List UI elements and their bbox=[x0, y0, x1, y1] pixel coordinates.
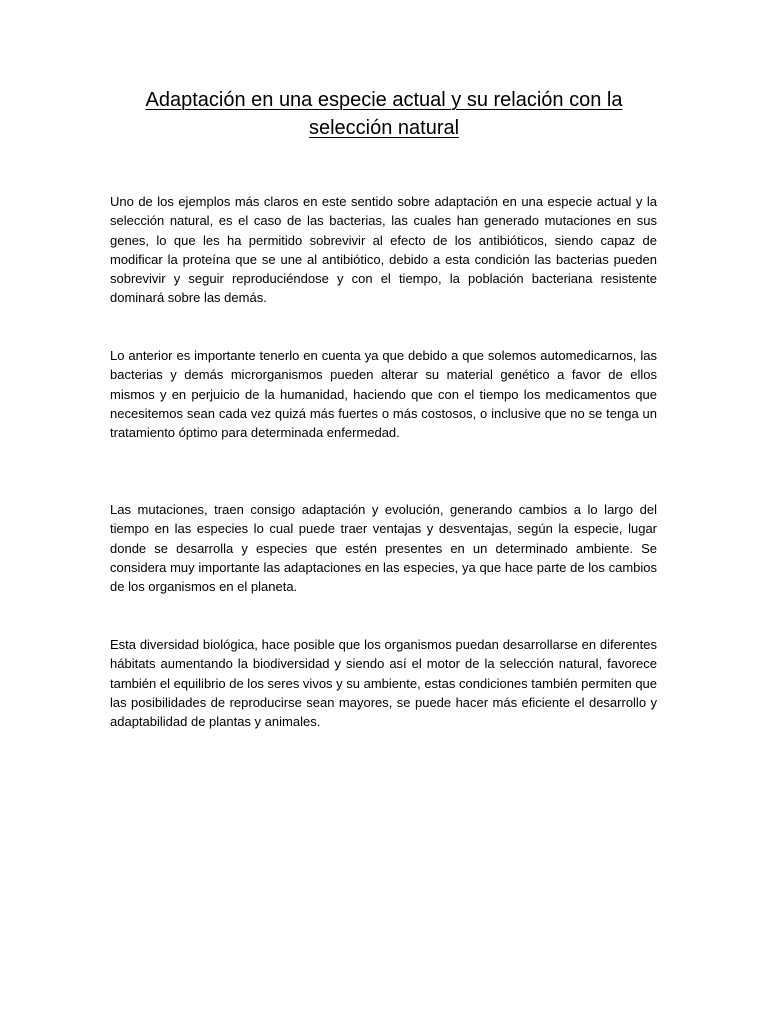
paragraph-4: Esta diversidad biológica, hace posible que los organismos puedan desarrollarse en diferentes hábitats aumentando la biodiversidad y siendo así el motor de la selección natural, favorece también el equilibrio de los seres vivos y su ambiente, estas condiciones también permiten que las posibilidades de reproducirse sean mayores, se puede hacer más eficiente el desarrollo y adaptabilidad de plantas y animales. bbox=[110, 637, 658, 730]
paragraph-2: Lo anterior es importante tenerlo en cuenta ya que debido a que solemos automedicarnos, las bacterias y demás microrganismos pueden alterar su material genético a favor de ellos mismos y en perjuicio de la humanidad, haciendo que con el tiempo los medicamentos que necesitemos sean cada vez quizá más fuertes o más costosos, o inclusive que no se tenga un tratamiento óptimo para determinada enfermedad. bbox=[110, 348, 657, 441]
paragraph-3: Las mutaciones, traen consigo adaptación y evolución, generando cambios a lo largo del tiempo en las especies lo cual puede traer ventajas y desventajas, según la especie, lugar donde se desarrolla y especies que estén presentes en un determinado ambiente. Se considera muy importante las adaptaciones en las especies, ya que hace parte de los cambios de los organismos en el planeta. bbox=[110, 502, 657, 595]
document-title: Adaptación en una especie actual y su relación con la selección natural bbox=[145, 89, 623, 139]
paragraph-1: Uno de los ejemplos más claros en este sentido sobre adaptación en una especie actual y la selección natural, es el caso de las bacterias, las cuales han generado mutaciones en sus genes, lo que les ha permitido sobrevivir al efecto de los antibióticos, siendo capaz de modificar la proteína que se une al antibiótico, debido a esta condición las bacterias pueden sobrevivir y seguir reproduciéndose y con el tiempo, la población bacteriana resistente dominará sobre las demás. bbox=[110, 194, 657, 306]
